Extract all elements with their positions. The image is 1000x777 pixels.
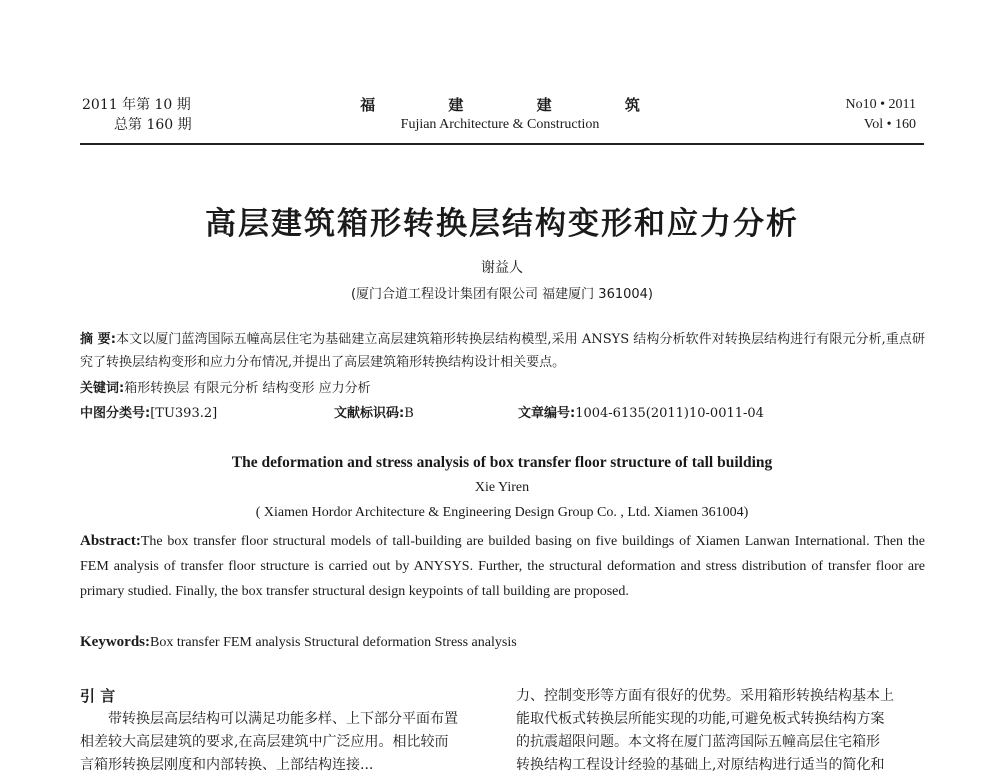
- right-line-3: 的抗震超限问题。本文将在厦门蓝湾国际五幢高层住宅箱形: [516, 734, 880, 750]
- issue-info-cn: [82, 95, 192, 135]
- abstract-text-en: The box transfer floor structural models of tall-building are builded basing on five buildings of Xiamen Lanwan International. Then the FEM analysis of transfer floor structure is carried out by ANYSYS. Further, the structural deformation and stress distribution of transfer floor are primary studied. Finally, the box transfer structural design keypoints of tall building are proposed.: [80, 534, 925, 599]
- body-right-column: [516, 685, 926, 777]
- keywords-text-en: Box transfer FEM analysis Structural deformation Stress analysis: [150, 635, 517, 650]
- right-line-2: 能取代板式转换层所能实现的功能,可避免板式转换结构方案: [516, 711, 885, 727]
- title-en: The deformation and stress analysis of box transfer floor structure of tall building: [231, 454, 773, 471]
- issue-number-en: No10 • 2011: [845, 97, 916, 112]
- keywords-label-en: Keywords:: [80, 634, 150, 650]
- abstract-label-cn: 摘 要:: [80, 332, 116, 347]
- document-code: [334, 402, 414, 421]
- classification-row: [80, 402, 925, 426]
- article-no-value: 1004-6135(2011)10-0011-04: [575, 406, 764, 421]
- section-heading-intro: 引 言: [80, 687, 116, 705]
- article-number: [518, 402, 764, 421]
- right-line-1: 力、控制变形等方面有很好的优势。采用箱形转换结构基本上: [516, 688, 894, 704]
- clc-number: [80, 402, 217, 421]
- keywords-text-cn: 箱形转换层 有限元分析 结构变形 应力分析: [124, 381, 371, 396]
- clc-label: 中图分类号:: [80, 406, 151, 421]
- affiliation-en: ( Xiamen Hordor Architecture & Engineering Design Group Co. , Ltd. Xiamen 361004): [255, 505, 749, 520]
- left-line-2: 相差较大高层建筑的要求,在高层建筑中广泛应用。相比较而: [80, 734, 449, 750]
- journal-name-cn: 福 建 建 筑: [360, 96, 674, 114]
- keywords-label-cn: 关键词:: [80, 381, 125, 396]
- left-line-3: 言箱形转换层刚度和内部转换、上部结构连接...: [80, 757, 374, 773]
- journal-name-en: Fujian Architecture & Construction: [400, 117, 600, 132]
- keywords-en: [80, 630, 925, 655]
- issue-info-en: [846, 95, 917, 135]
- doc-code-label: 文献标识码:: [334, 406, 405, 421]
- total-issue-cn: 总第 160 期: [114, 117, 192, 133]
- doc-code-value: B: [404, 406, 414, 421]
- abstract-text-cn: 本文以厦门蓝湾国际五幢高层住宅为基础建立高层建筑箱形转换层结构模型,采用 ANSYS 结构分析软件对转换层结构进行有限元分析,重点研究了转换层结构变形和应力分布情况,并提出了高层建筑箱形转换结构设计相关要点。: [80, 332, 926, 370]
- volume-en: Vol • 160: [863, 117, 916, 132]
- body-left-column: [80, 708, 490, 777]
- abstract-cn: [80, 329, 925, 374]
- article-no-label: 文章编号:: [518, 406, 576, 421]
- header-rule: [80, 143, 924, 145]
- affiliation-cn: (厦门合道工程设计集团有限公司 福建厦门 361004): [350, 287, 654, 302]
- author-en: Xie Yiren: [474, 480, 530, 495]
- right-line-4: 转换结构工程设计经验的基础上,对原结构进行适当的简化和: [516, 757, 885, 773]
- clc-value: [TU393.2]: [150, 406, 218, 421]
- keywords-cn: [80, 378, 925, 401]
- abstract-en: [80, 529, 925, 604]
- abstract-label-en: Abstract:: [80, 533, 141, 549]
- left-line-1: 带转换层高层结构可以满足功能多样、上下部分平面布置: [108, 711, 458, 727]
- author-cn: 谢益人: [481, 260, 523, 276]
- issue-number-cn: 2011 年第 10 期: [82, 97, 191, 113]
- title-cn: 高层建筑箱形转换层结构变形和应力分析: [205, 206, 799, 242]
- journal-name: [300, 95, 700, 135]
